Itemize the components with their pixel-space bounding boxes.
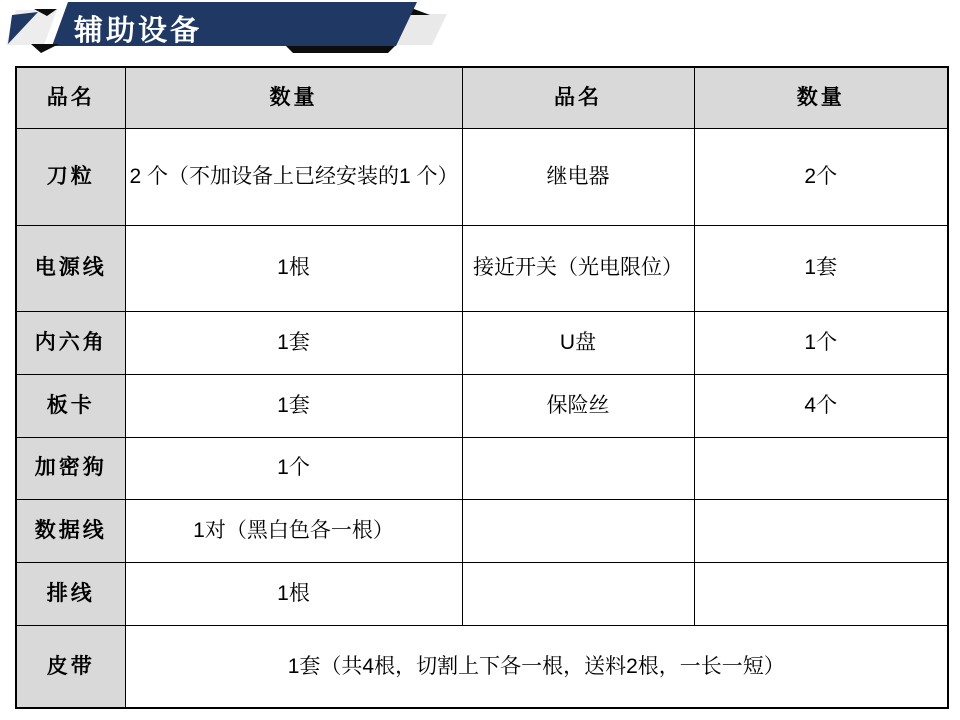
product-cell: 板卡 [16,374,125,437]
quantity-cell-2 [694,437,948,499]
table-row [16,311,948,374]
quantity-cell-2: 1个 [694,311,948,374]
product-cell: 刀粒 [16,128,125,225]
table-row-spanned [16,625,948,708]
quantity-cell-2 [694,499,948,562]
title-banner [0,0,460,58]
product-cell-2 [462,499,694,562]
quantity-cell-2 [694,562,948,625]
table-row [16,374,948,437]
product-cell-2 [462,562,694,625]
quantity-cell-2: 1套 [694,225,948,311]
header-quantity-1: 数量 [125,67,462,128]
quantity-cell: 2 个（不加设备上已经安装的1 个） [125,128,462,225]
table-header-row [16,67,948,128]
product-cell: 电源线 [16,225,125,311]
table-row [16,499,948,562]
quantity-cell-spanned: 1套（共4根，切割上下各一根，送料2根，一长一短） [125,625,948,708]
table-row [16,128,948,225]
product-cell: 加密狗 [16,437,125,499]
product-cell: 内六角 [16,311,125,374]
table-row [16,437,948,499]
quantity-cell: 1根 [125,562,462,625]
product-cell: 数据线 [16,499,125,562]
quantity-cell-2: 4个 [694,374,948,437]
banner-flag-black-bottom [31,44,59,53]
product-cell-2: U盘 [462,311,694,374]
auxiliary-equipment-table [15,66,949,709]
quantity-cell: 1套 [125,374,462,437]
table-row [16,562,948,625]
table-row [16,225,948,311]
quantity-cell: 1对（黑白色各一根） [125,499,462,562]
header-product-name-2: 品名 [462,67,694,128]
quantity-cell: 1根 [125,225,462,311]
quantity-cell: 1个 [125,437,462,499]
product-cell: 排线 [16,562,125,625]
quantity-cell: 1套 [125,311,462,374]
product-cell: 皮带 [16,625,125,708]
product-cell-2: 保险丝 [462,374,694,437]
product-cell-2: 接近开关（光电限位） [462,225,694,311]
product-cell-2 [462,437,694,499]
page-title: 辅助设备 [74,15,203,47]
header-product-name-1: 品名 [16,67,125,128]
quantity-cell-2: 2个 [694,128,948,225]
header-quantity-2: 数量 [694,67,948,128]
product-cell-2: 继电器 [462,128,694,225]
